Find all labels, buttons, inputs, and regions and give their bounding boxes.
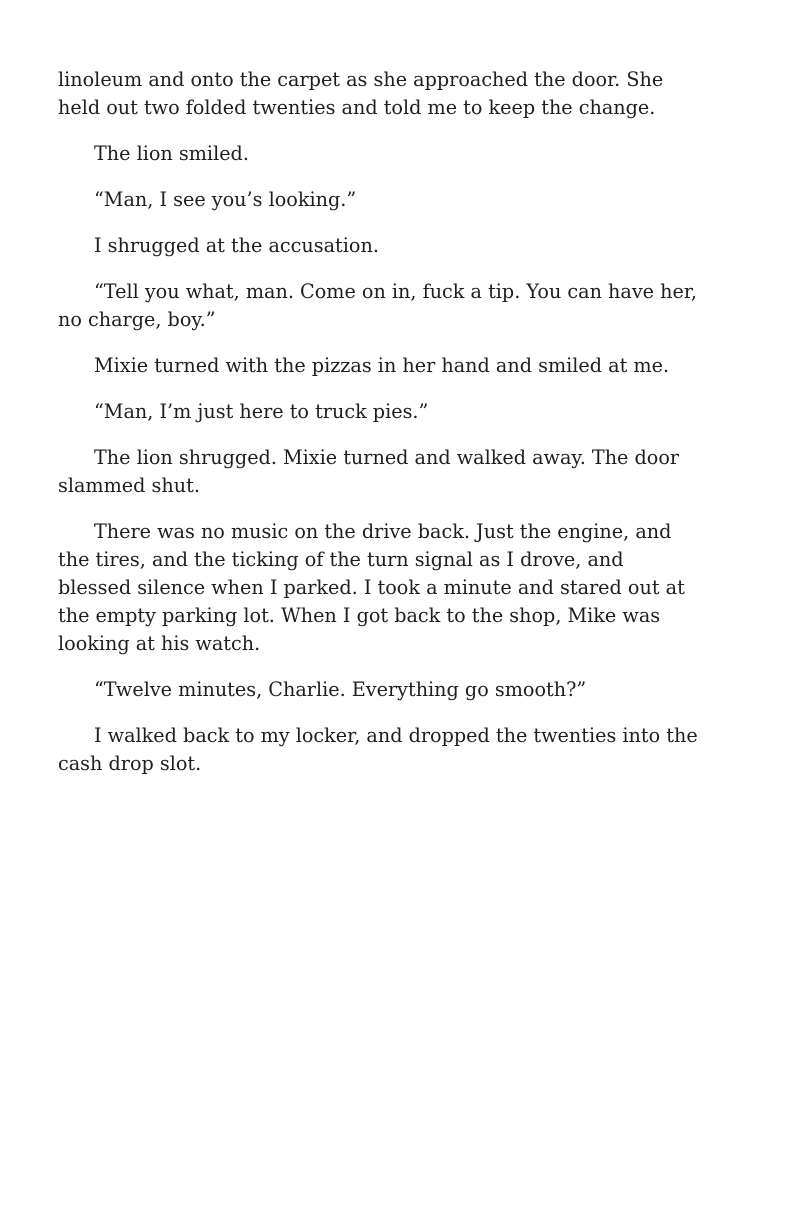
document-page (58, 66, 698, 796)
paragraph-6: Mixie turned with the pizzas in her hand and smiled at me. (94, 354, 670, 377)
paragraph-7: “Man, I’m just here to truck pies.” (94, 400, 429, 423)
paragraph-3: “Man, I see you’s looking.” (94, 188, 357, 211)
paragraph-8: The lion shrugged. Mixie turned and walked away. The door slammed shut. (58, 446, 680, 497)
paragraph-9: There was no music on the drive back. Just the engine, and the tires, and the ticking of the turn signal as I drove, and blessed silence when I parked. I took a minute and stared out at the empty parking lot. When I got back to the shop, Mike was looking at his watch. (58, 520, 685, 655)
paragraph-5: “Tell you what, man. Come on in, fuck a tip. You can have her, no charge, boy.” (58, 280, 698, 331)
paragraph-4: I shrugged at the accusation. (94, 234, 379, 257)
paragraph-2: The lion smiled. (94, 142, 249, 165)
paragraph-1: linoleum and onto the carpet as she approached the door. She held out two folded twenties and told me to keep the change. (58, 68, 664, 119)
paragraph-11: I walked back to my locker, and dropped the twenties into the cash drop slot. (58, 724, 698, 775)
paragraph-10: “Twelve minutes, Charlie. Everything go smooth?” (94, 678, 587, 701)
